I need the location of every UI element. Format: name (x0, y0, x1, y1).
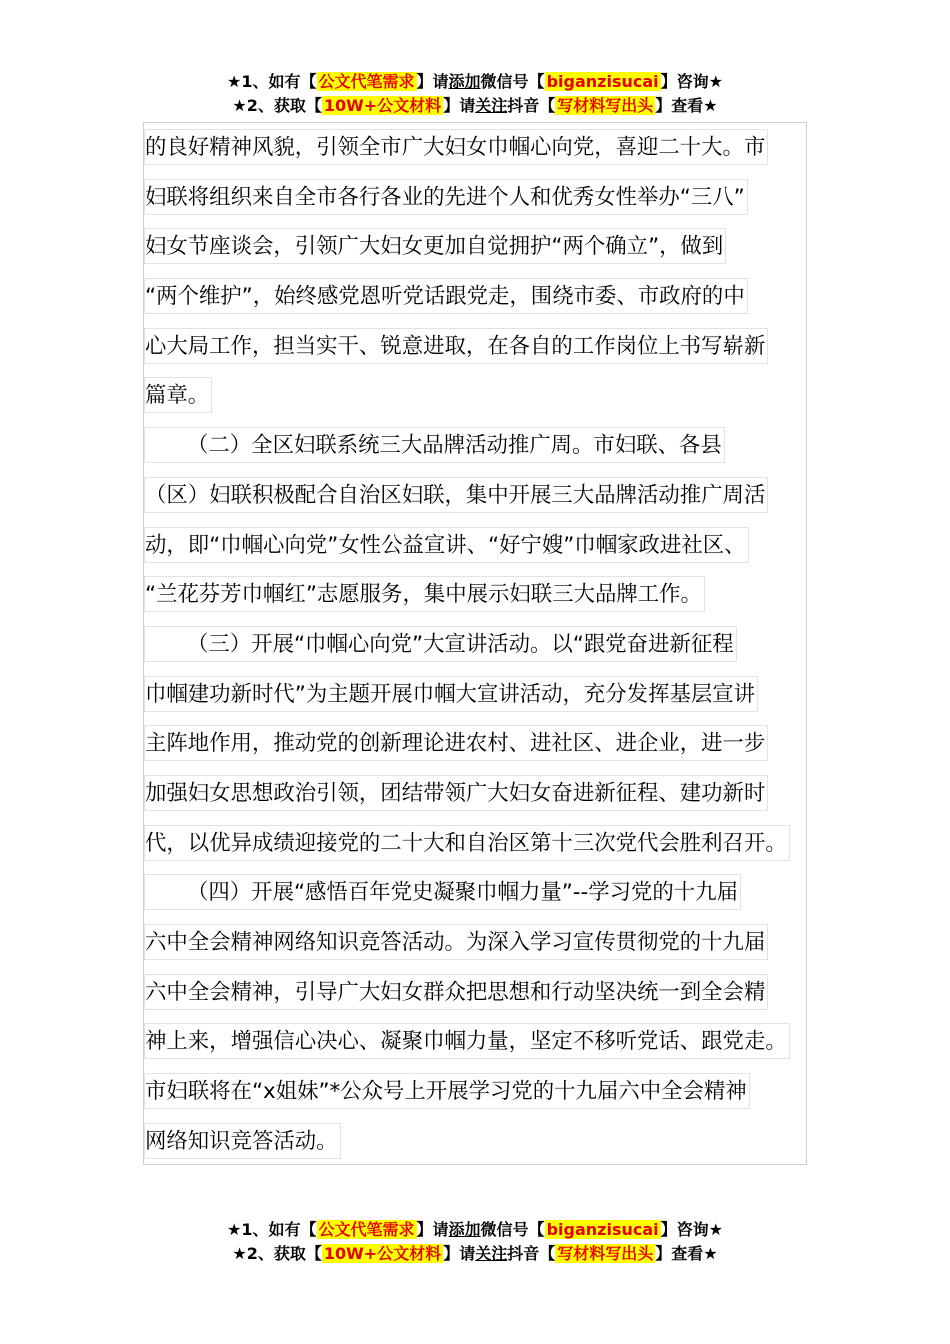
promo-text: 】咨询★ (660, 1220, 723, 1239)
promo-highlight: biganzisucai (546, 72, 659, 91)
text-line-content: 心大局工作，担当实干、锐意进取，在各自的工作岗位上书写崭新 (144, 328, 768, 364)
text-line (144, 818, 824, 868)
text-line-content: 主阵地作用，推动党的创新理论进农村、进社区、进企业，进一步 (144, 725, 768, 761)
promo-line-1 (0, 1218, 950, 1242)
promo-highlight: 写材料写出头 (557, 1244, 654, 1263)
text-line-content: 巾帼建功新时代”为主题开展巾帼大宣讲活动，充分发挥基层宣讲 (144, 676, 758, 712)
top-promo-banner (0, 70, 950, 118)
section-heading-line (144, 619, 824, 669)
text-line-content: 代，以优异成绩迎接党的二十大和自治区第十三次党代会胜利召开。 (144, 825, 790, 861)
text-line (144, 768, 824, 818)
promo-line-2 (0, 1242, 950, 1266)
promo-text: ★1、如有【 (227, 72, 317, 91)
promo-underlined: 关注 (475, 1244, 508, 1263)
text-line (144, 271, 824, 321)
text-line-content: “两个维护”，始终感党恩听党话跟党走，围绕市委、市政府的中 (144, 278, 748, 314)
text-line (144, 520, 824, 570)
text-line-content: （区）妇联积极配合自治区妇联，集中开展三大品牌活动推广周活 (144, 477, 768, 513)
promo-highlight: 公文代笔需求 (318, 72, 415, 91)
text-line (144, 221, 824, 271)
text-line-content: （四）开展“感悟百年党史凝聚巾帼力量”--学习党的十九届 (144, 874, 741, 910)
text-line-content: 六中全会精神，引导广大妇女群众把思想和行动坚决统一到全会精 (144, 974, 768, 1010)
promo-text: 】查看★ (655, 96, 718, 115)
promo-line-1 (0, 70, 950, 94)
promo-text: 】请 (443, 1244, 476, 1263)
text-line (144, 321, 824, 371)
promo-text: 】请 (416, 72, 449, 91)
promo-text: ★1、如有【 (227, 1220, 317, 1239)
text-line-content: 篇章。 (144, 377, 212, 413)
promo-text: 】请 (443, 96, 476, 115)
promo-highlight: 10W+公文材料 (323, 96, 442, 115)
promo-text: 微信号【 (480, 72, 545, 91)
promo-highlight: 公文代笔需求 (318, 1220, 415, 1239)
promo-highlight: biganzisucai (546, 1220, 659, 1239)
text-line (144, 669, 824, 719)
text-line-content: 网络知识竞答活动。 (144, 1123, 341, 1159)
promo-text: 】请 (416, 1220, 449, 1239)
text-line (144, 718, 824, 768)
text-line-content: 妇女节座谈会，引领广大妇女更加自觉拥护“两个确立”，做到 (144, 228, 726, 264)
promo-text: ★2、获取【 (232, 96, 322, 115)
text-line (144, 967, 824, 1017)
text-line (144, 917, 824, 967)
promo-text: 微信号【 (480, 1220, 545, 1239)
text-line (144, 1066, 824, 1116)
promo-highlight: 写材料写出头 (557, 96, 654, 115)
text-line (144, 122, 824, 172)
text-line (144, 470, 824, 520)
promo-text: 】查看★ (655, 1244, 718, 1263)
text-line-content: 的良好精神风貌，引领全市广大妇女巾帼心向党，喜迎二十大。市 (144, 129, 768, 165)
document-body (144, 122, 824, 1165)
promo-line-2 (0, 94, 950, 118)
promo-text: 】咨询★ (660, 72, 723, 91)
bottom-promo-banner (0, 1218, 950, 1266)
text-line-content: 动，即“巾帼心向党”女性公益宣讲、“好宁嫂”巾帼家政进社区、 (144, 527, 749, 563)
text-line (144, 1016, 824, 1066)
text-line-content: 市妇联将在“x姐妹”*公众号上开展学习党的十九届六中全会精神 (144, 1073, 750, 1109)
text-line (144, 1116, 824, 1166)
text-line-content: 六中全会精神网络知识竞答活动。为深入学习宣传贯彻党的十九届 (144, 924, 768, 960)
promo-underlined: 添加 (448, 1220, 481, 1239)
promo-text: ★2、获取【 (232, 1244, 322, 1263)
promo-text: 抖音【 (507, 96, 556, 115)
text-line-content: “兰花芬芳巾帼红”志愿服务，集中展示妇联三大品牌工作。 (144, 576, 705, 612)
text-line (144, 569, 824, 619)
text-line (144, 370, 824, 420)
text-line-content: （二）全区妇联系统三大品牌活动推广周。市妇联、各县 (144, 427, 725, 463)
section-heading-line (144, 420, 824, 470)
text-line-content: 妇联将组织来自全市各行各业的先进个人和优秀女性举办“三八” (144, 179, 748, 215)
text-line-content: 神上来，增强信心决心、凝聚巾帼力量，坚定不移听党话、跟党走。 (144, 1023, 790, 1059)
text-line (144, 172, 824, 222)
text-line-content: 加强妇女思想政治引领，团结带领广大妇女奋进新征程、建功新时 (144, 775, 768, 811)
promo-underlined: 添加 (448, 72, 481, 91)
promo-underlined: 关注 (475, 96, 508, 115)
section-heading-line (144, 867, 824, 917)
promo-highlight: 10W+公文材料 (323, 1244, 442, 1263)
text-line-content: （三）开展“巾帼心向党”大宣讲活动。以“跟党奋进新征程 (144, 626, 737, 662)
promo-text: 抖音【 (507, 1244, 556, 1263)
